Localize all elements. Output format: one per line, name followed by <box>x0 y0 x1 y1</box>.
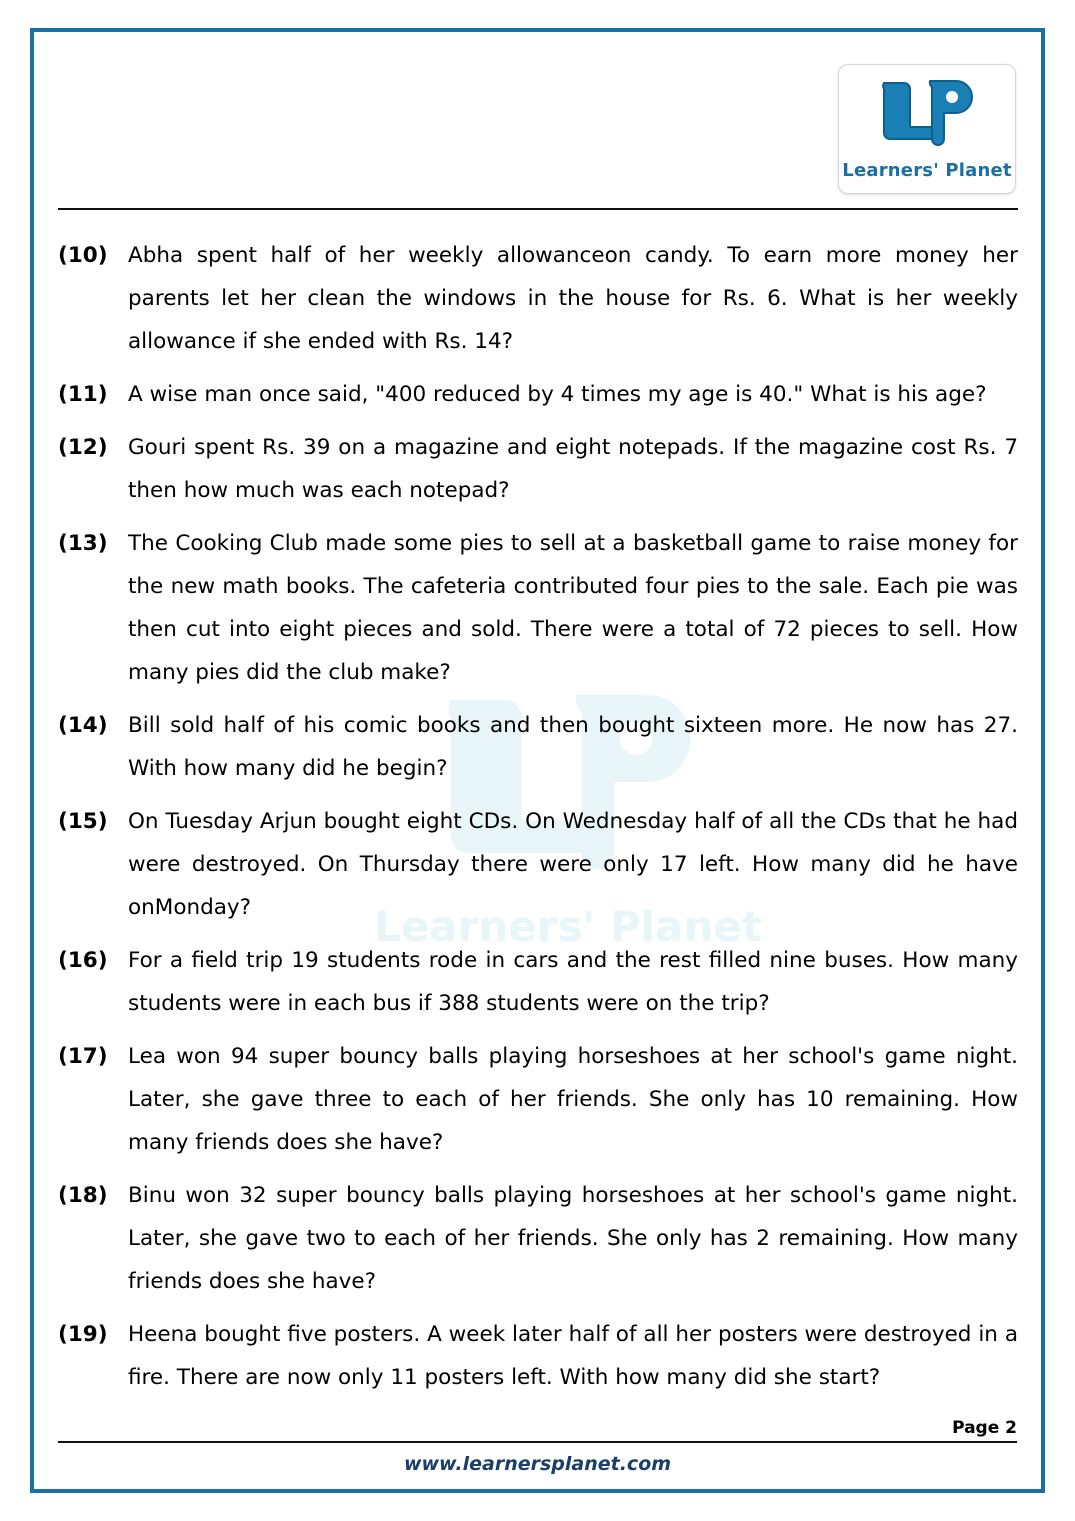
question-text: Heena bought five posters. A week later half of all her posters were destroyed in a fire. There are now only 11 posters left. With how many did she start? <box>128 1322 1018 1390</box>
question-text: On Tuesday Arjun bought eight CDs. On Wednesday half of all the CDs that he had were destroyed. On Thursday there were only 17 left. How many did he have onMonday? <box>128 809 1018 920</box>
question-text: Bill sold half of his comic books and then bought sixteen more. He now has 27. With how many did he begin? <box>128 713 1018 781</box>
question-item <box>58 704 1018 798</box>
question-number: (12) <box>58 435 108 460</box>
footer-divider <box>58 1441 1017 1443</box>
page-footer <box>58 1418 1017 1475</box>
question-number: (16) <box>58 948 108 973</box>
question-item <box>58 1035 1018 1172</box>
question-text: Binu won 32 super bouncy balls playing horseshoes at her school's game night. Later, she gave two to each of her friends. She only has 2 remaining. How many friends does she have? <box>128 1183 1018 1294</box>
question-text: Abha spent half of her weekly allowanceon candy. To earn more money her parents let her clean the windows in the house for Rs. 6. What is her weekly allowance if she ended with Rs. 14? <box>128 243 1018 354</box>
page-inner <box>58 52 1018 1472</box>
question-number: (11) <box>58 382 108 407</box>
page-header <box>58 52 1018 210</box>
question-text: For a field trip 19 students rode in cars and the rest filled nine buses. How many students were in each bus if 388 students were on the trip? <box>128 948 1018 1016</box>
question-item <box>58 1174 1018 1311</box>
brand-logo <box>838 64 1016 194</box>
question-item <box>58 522 1018 702</box>
site-url: www.learnersplanet.com <box>403 1453 672 1475</box>
question-item <box>58 426 1018 520</box>
question-number: (10) <box>58 243 108 268</box>
question-text: Lea won 94 super bouncy balls playing horseshoes at her school's game night. Later, she gave three to each of her friends. She only has 10 remaining. How many friends does she have? <box>128 1044 1018 1155</box>
question-text: Gouri spent Rs. 39 on a magazine and eight notepads. If the magazine cost Rs. 7 then how much was each notepad? <box>128 435 1018 503</box>
question-number: (13) <box>58 531 108 556</box>
watermark-text: Learners' Planet <box>374 902 762 951</box>
question-item <box>58 800 1018 937</box>
question-number: (19) <box>58 1322 108 1347</box>
question-item <box>58 1313 1018 1407</box>
question-item <box>58 234 1018 371</box>
question-number: (18) <box>58 1183 108 1208</box>
question-item <box>58 939 1018 1033</box>
question-number: (15) <box>58 809 108 834</box>
question-number: (14) <box>58 713 108 738</box>
brand-name: Learners' Planet <box>842 160 1012 181</box>
lp-monogram-icon <box>839 77 1015 149</box>
page-number: Page 2 <box>952 1418 1017 1438</box>
question-list <box>58 210 1018 1407</box>
question-number: (17) <box>58 1044 108 1069</box>
question-text: The Cooking Club made some pies to sell at a basketball game to raise money for the new math books. The cafeteria contributed four pies to the sale. Each pie was then cut into eight pieces and sold. There were a total of 72 pieces to sell. How many pies did the club make? <box>128 531 1018 685</box>
question-item <box>58 373 1018 424</box>
question-text: A wise man once said, "400 reduced by 4 times my age is 40." What is his age? <box>128 382 987 407</box>
